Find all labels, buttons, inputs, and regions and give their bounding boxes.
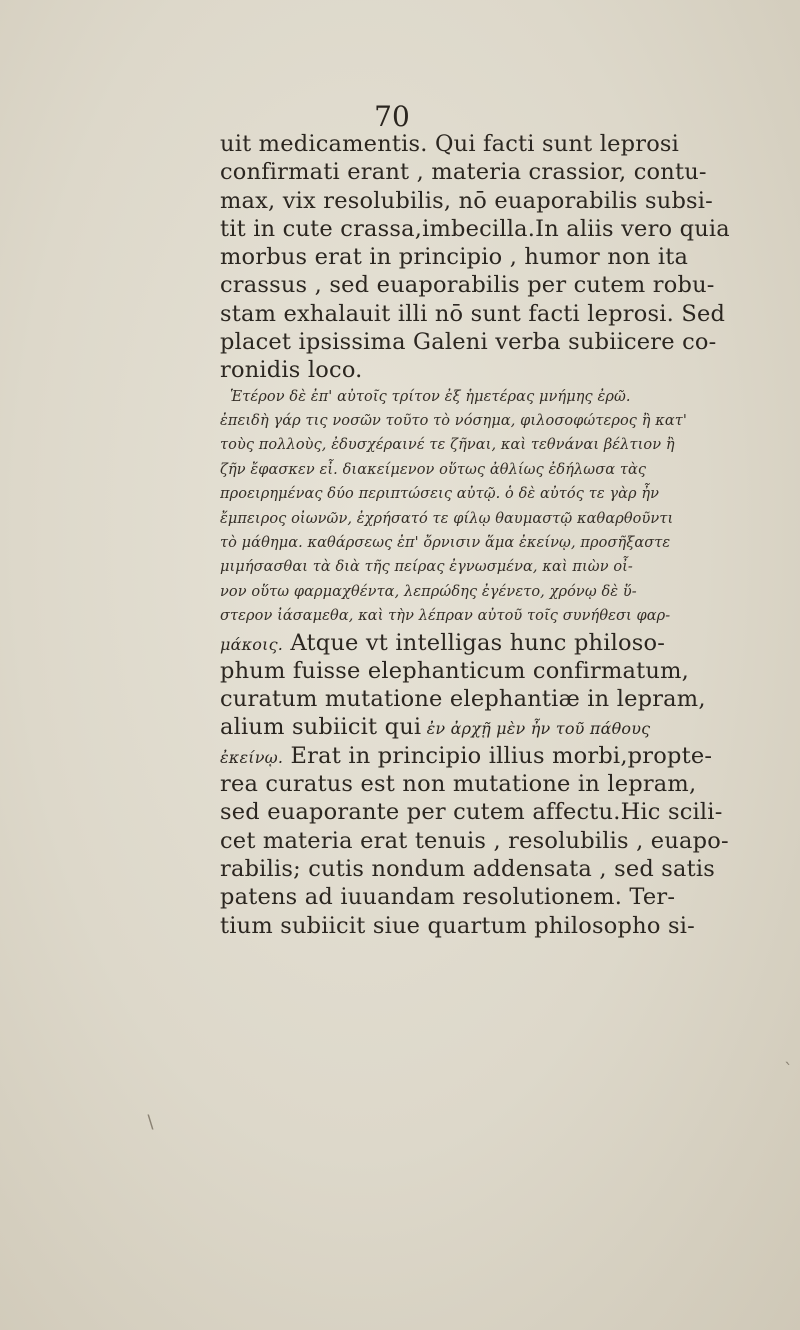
text-line: sed euaporante per cutem affectu.Hic scili- — [220, 799, 723, 826]
greek-line: τὸ μάθημα. καθάρσεως ἐπ' ὄρνισιν ἅμα ἐκείνῳ, προσῆξαστε — [220, 535, 671, 552]
greek-line: ἐπειδὴ γάρ τις νοσῶν τοῦτο τὸ νόσημα, φιλοσοφώτερος ἢ κατ' — [220, 413, 687, 430]
text-line: crassus , sed euaporabilis per cutem robu- — [220, 272, 715, 299]
greek-line: προειρημένας δύο περιπτώσεις αὐτῷ. ὁ δὲ αὐτός τε γὰρ ἦν — [220, 486, 660, 503]
greek-line: ζῆν ἔφασκεν εἶ. διακείμενον οὕτως ἀθλίως ἐδήλωσα τὰς — [220, 461, 647, 478]
text-line: tit in cute crassa,imbecilla.In aliis vero quia — [220, 215, 730, 242]
greek-quotation — [220, 385, 780, 629]
greek-line: στερον ἰάσαμεθα, καὶ τὴν λέπραν αὐτοῦ τοῖς συνήθεσι φαρ- — [220, 608, 671, 625]
text-line: morbus erat in principio , humor non ita — [220, 244, 689, 271]
text-line: rabilis; cutis nondum addensata , sed satis — [220, 855, 716, 882]
greek-line: μιμήσασθαι τὰ διὰ τῆς πείρας ἐγνωσμένα, καὶ πιὼν οἶ- — [220, 559, 633, 576]
greek-fragment: μάκοις. — [220, 634, 284, 654]
text-line: stam exhalauit illi nō sunt facti leprosi. Sed — [220, 300, 726, 327]
text-line: uit medicamentis. Qui facti sunt leprosi — [220, 131, 680, 157]
text-line: tium subiicit siue quartum philosopho si- — [220, 912, 695, 939]
text-line: phum fuisse elephanticum confirmatum, — [220, 657, 689, 684]
latin-commentary — [220, 629, 780, 940]
latin-fragment: Atque vt intelligas hunc philoso- — [283, 629, 666, 656]
text-line: ronidis loco. — [220, 357, 363, 384]
latin-opening-paragraph — [220, 130, 780, 385]
text-line: patens ad iuuandam resolutionem. Ter- — [220, 884, 676, 911]
latin-fragment: alium subiicit qui — [220, 714, 422, 741]
text-line: curatum mutatione elephantiæ in lepram, — [220, 686, 706, 713]
margin-mark: ` — [784, 1060, 793, 1081]
mixed-text-line — [220, 713, 780, 741]
margin-mark: ∖ — [144, 1112, 156, 1133]
text-line: rea curatus est non mutatione in lepram, — [220, 771, 697, 798]
greek-fragment: ἐν ἀρχῇ μὲν ἦν τοῦ πάθους — [421, 719, 651, 739]
mixed-text-line — [220, 742, 780, 770]
text-line: confirmati erant , materia crassior, contu- — [220, 159, 707, 186]
mixed-text-line — [220, 629, 780, 657]
greek-line: ἔμπειρος οἰωνῶν, ἐχρήσατό τε φίλῳ θαυμαστῷ καθαρθοῦντι — [220, 510, 674, 527]
latin-fragment: Erat in principio illius morbi,propte- — [283, 742, 713, 769]
text-block — [220, 130, 780, 940]
greek-fragment: ἐκείνῳ. — [220, 747, 284, 767]
text-line: placet ipsissima Galeni verba subiicere co- — [220, 329, 717, 356]
greek-line: νον οὕτω φαρμαχθέντα, λεπρώδης ἐγένετο, χρόνῳ δὲ ὕ- — [220, 583, 637, 600]
text-line: max, vix resolubilis, nō euaporabilis subsi- — [220, 187, 713, 214]
greek-line: τοὺς πολλοὺς, ἐδυσχέραινέ τε ζῆναι, καὶ τεθνάναι βέλτιον ἢ — [220, 437, 675, 454]
page-number: 70 — [374, 100, 410, 133]
greek-line: Ἑτέρον δὲ ἐπ' αὐτοῖς τρίτον ἐξ ἡμετέρας μνήμης ἐρῶ. — [230, 388, 631, 405]
text-line: cet materia erat tenuis , resolubilis , euapo- — [220, 827, 729, 854]
